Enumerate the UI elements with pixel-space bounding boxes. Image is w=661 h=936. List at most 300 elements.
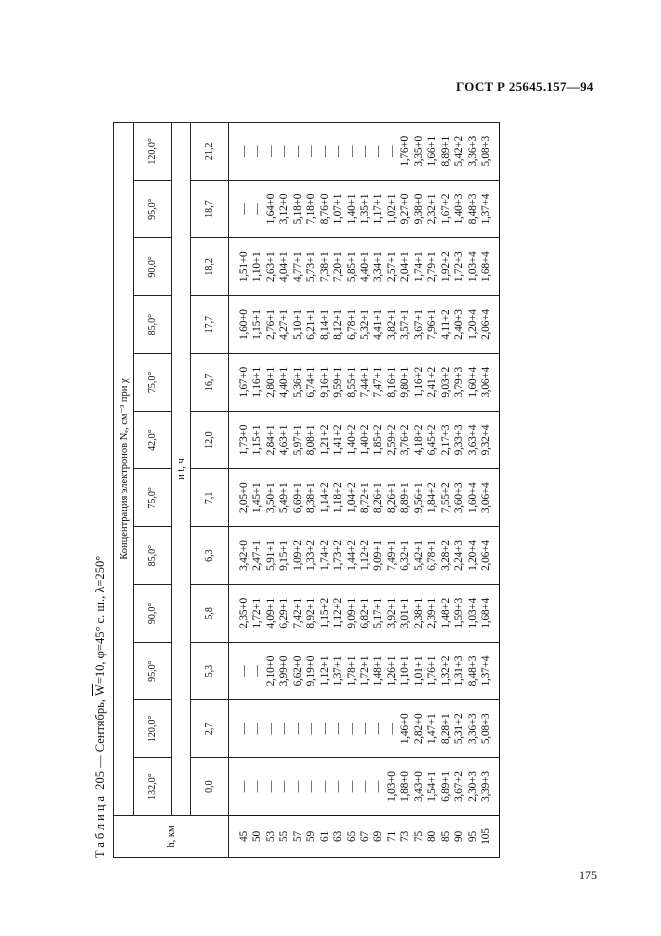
concentration-cell: — <box>278 123 291 181</box>
concentration-cell: 1,18+2 <box>331 469 344 527</box>
chi-header: 85,0° <box>134 296 172 354</box>
concentration-cell: 2,80+1 <box>264 354 277 412</box>
concentration-cell: 1,60+0 <box>229 296 251 354</box>
table-title-params: =10, φ=45° с. ш., λ=250° <box>93 555 107 685</box>
concentration-cell: 2,10+0 <box>264 642 277 700</box>
concentration-cell: — <box>251 758 264 816</box>
concentration-cell: 7,42+1 <box>291 585 304 643</box>
concentration-cell: — <box>318 758 331 816</box>
concentration-cell: 6,89+1 <box>439 758 452 816</box>
concentration-cell: 1,74+2 <box>318 527 331 585</box>
concentration-cell: — <box>304 758 317 816</box>
t-header: и t, ч <box>172 123 191 816</box>
concentration-cell: 8,89+1 <box>439 123 452 181</box>
concentration-cell: 7,18+0 <box>304 180 317 238</box>
concentration-cell: 1,44+2 <box>345 527 358 585</box>
concentration-cell: 6,69+1 <box>291 469 304 527</box>
concentration-cell: 8,89+1 <box>399 469 412 527</box>
concentration-cell: 1,17+1 <box>372 180 385 238</box>
chi-header: 42,0° <box>134 411 172 469</box>
table-row <box>278 123 291 858</box>
concentration-cell: 5,08+3 <box>479 700 499 758</box>
concentration-cell: 5,73+1 <box>304 238 317 296</box>
table-row <box>291 123 304 858</box>
concentration-cell: 5,36+1 <box>291 354 304 412</box>
concentration-cell: 5,10+1 <box>291 296 304 354</box>
concentration-cell: 4,40+1 <box>358 238 371 296</box>
concentration-cell: 5,42+1 <box>412 527 425 585</box>
concentration-cell: 4,18+2 <box>412 411 425 469</box>
concentration-cell: 1,78+1 <box>345 642 358 700</box>
concentration-cell: 7,20+1 <box>331 238 344 296</box>
concentration-cell: — <box>345 700 358 758</box>
chi-header: 75,0° <box>134 354 172 412</box>
concentration-cell: 2,84+1 <box>264 411 277 469</box>
concentration-cell: 8,55+1 <box>345 354 358 412</box>
t-value-header: 18,7 <box>191 180 229 238</box>
concentration-cell: 2,04+1 <box>399 238 412 296</box>
concentration-cell: 1,26+1 <box>385 642 398 700</box>
concentration-cell: 1,72+1 <box>358 642 371 700</box>
concentration-cell: 6,32+1 <box>399 527 412 585</box>
concentration-cell: 2,40+3 <box>452 296 465 354</box>
altitude-cell: 95 <box>466 816 479 858</box>
chi-header: 120,0° <box>134 123 172 181</box>
concentration-cell: 3,82+1 <box>385 296 398 354</box>
concentration-cell: 1,03+4 <box>466 585 479 643</box>
concentration-cell: 1,15+1 <box>251 296 264 354</box>
concentration-cell: 1,31+3 <box>452 642 465 700</box>
concentration-cell: 1,68+4 <box>479 585 499 643</box>
concentration-cell: 2,05+0 <box>229 469 251 527</box>
table-title <box>91 122 113 858</box>
concentration-cell: — <box>291 758 304 816</box>
t-value-header: 7,1 <box>191 469 229 527</box>
t-value-header: 18,2 <box>191 238 229 296</box>
concentration-cell: 1,60+4 <box>466 354 479 412</box>
concentration-cell: — <box>251 700 264 758</box>
table-row <box>385 123 398 858</box>
chi-header: 95,0° <box>134 180 172 238</box>
altitude-cell: 53 <box>264 816 277 858</box>
concentration-cell: 1,84+2 <box>426 469 439 527</box>
concentration-cell: 4,11+2 <box>439 296 452 354</box>
concentration-cell: 1,04+2 <box>345 469 358 527</box>
concentration-cell: 2,39+1 <box>426 585 439 643</box>
concentration-cell: — <box>264 758 277 816</box>
concentration-cell: 5,85+1 <box>345 238 358 296</box>
concentration-cell: 1,72+3 <box>452 238 465 296</box>
concentration-cell: — <box>318 123 331 181</box>
t-value-header: 12,0 <box>191 411 229 469</box>
concentration-cell: — <box>304 123 317 181</box>
concentration-cell: 6,29+1 <box>278 585 291 643</box>
concentration-cell: 6,78+1 <box>426 527 439 585</box>
concentration-cell: 1,40+2 <box>358 411 371 469</box>
concentration-cell: 2,63+1 <box>264 238 277 296</box>
concentration-cell: 1,12+1 <box>318 642 331 700</box>
concentration-cell: 1,37+4 <box>479 642 499 700</box>
electron-concentration-table <box>113 122 500 858</box>
concentration-cell: 3,43+0 <box>412 758 425 816</box>
concentration-cell: 1,72+1 <box>251 585 264 643</box>
t-value-header: 6,3 <box>191 527 229 585</box>
concentration-cell: 6,45+2 <box>426 411 439 469</box>
table-title-month: — Сентябрь, <box>93 695 107 772</box>
t-value-header: 0,0 <box>191 758 229 816</box>
concentration-cell: 1,16+1 <box>251 354 264 412</box>
concentration-cell: 1,12+2 <box>331 585 344 643</box>
concentration-cell: 8,08+1 <box>304 411 317 469</box>
concentration-cell: 2,82+0 <box>412 700 425 758</box>
concentration-cell: 5,18+0 <box>291 180 304 238</box>
concentration-cell: 4,40+1 <box>278 354 291 412</box>
altitude-cell: 61 <box>318 816 331 858</box>
concentration-cell: 5,32+1 <box>358 296 371 354</box>
concentration-cell: 3,60+3 <box>452 469 465 527</box>
t-value-header: 5,3 <box>191 642 229 700</box>
concentration-cell: 2,30+3 <box>466 758 479 816</box>
concentration-cell: 2,32+1 <box>426 180 439 238</box>
concentration-cell: 5,42+2 <box>452 123 465 181</box>
concentration-cell: 5,17+1 <box>372 585 385 643</box>
table-number: 205 <box>93 771 107 790</box>
concentration-cell: 2,57+1 <box>385 238 398 296</box>
concentration-cell: 1,54+1 <box>426 758 439 816</box>
concentration-cell: 8,48+3 <box>466 642 479 700</box>
concentration-cell: 8,26+1 <box>385 469 398 527</box>
table-row <box>331 123 344 858</box>
concentration-cell: 1,41+2 <box>331 411 344 469</box>
table-row <box>452 123 465 858</box>
table-row <box>304 123 317 858</box>
altitude-cell: 67 <box>358 816 371 858</box>
concentration-cell: 6,78+1 <box>345 296 358 354</box>
table-row <box>399 123 412 858</box>
concentration-cell: 3,79+3 <box>452 354 465 412</box>
concentration-cell: 9,38+0 <box>412 180 425 238</box>
concentration-cell: 1,85+2 <box>372 411 385 469</box>
concentration-cell: 9,09+1 <box>372 527 385 585</box>
chi-header: 90,0° <box>134 238 172 296</box>
concentration-cell: 1,68+4 <box>479 238 499 296</box>
concentration-cell: — <box>291 700 304 758</box>
table-row <box>318 123 331 858</box>
concentration-cell: 1,51+0 <box>229 238 251 296</box>
altitude-cell: 45 <box>229 816 251 858</box>
chi-header: 85,0° <box>134 527 172 585</box>
concentration-cell: 1,37+1 <box>331 642 344 700</box>
altitude-cell: 73 <box>399 816 412 858</box>
concentration-cell: — <box>229 700 251 758</box>
concentration-cell: — <box>345 123 358 181</box>
concentration-cell: 1,35+1 <box>358 180 371 238</box>
concentration-cell: 1,48+1 <box>372 642 385 700</box>
concentration-cell: 8,12+1 <box>331 296 344 354</box>
altitude-cell: 90 <box>452 816 465 858</box>
concentration-cell: — <box>345 758 358 816</box>
table-row <box>466 123 479 858</box>
concentration-cell: 6,62+0 <box>291 642 304 700</box>
concentration-cell: — <box>318 700 331 758</box>
concentration-cell: 1,73+2 <box>331 527 344 585</box>
concentration-cell: 1,12+2 <box>358 527 371 585</box>
table-row <box>229 123 251 858</box>
concentration-cell: 1,74+1 <box>412 238 425 296</box>
concentration-cell: 7,49+1 <box>385 527 398 585</box>
altitude-cell: 71 <box>385 816 398 858</box>
concentration-cell: 1,33+2 <box>304 527 317 585</box>
concentration-cell: 1,47+1 <box>426 700 439 758</box>
concentration-cell: — <box>278 758 291 816</box>
concentration-cell: 2,35+0 <box>229 585 251 643</box>
concentration-cell: 1,64+0 <box>264 180 277 238</box>
concentration-cell: 1,20+4 <box>466 296 479 354</box>
concentration-cell: 1,10+1 <box>399 642 412 700</box>
concentration-cell: 1,16+2 <box>412 354 425 412</box>
concentration-cell: — <box>358 700 371 758</box>
concentration-cell: 3,42+0 <box>229 527 251 585</box>
concentration-cell: — <box>251 642 264 700</box>
concentration-cell: — <box>291 123 304 181</box>
concentration-cell: — <box>372 700 385 758</box>
concentration-cell: 1,88+0 <box>399 758 412 816</box>
concentration-cell: 1,02+1 <box>385 180 398 238</box>
chi-header: 95,0° <box>134 642 172 700</box>
concentration-cell: — <box>264 700 277 758</box>
concentration-cell: 1,21+2 <box>318 411 331 469</box>
concentration-cell: 1,40+2 <box>345 411 358 469</box>
concentration-cell: — <box>264 123 277 181</box>
concentration-cell: 3,34+1 <box>372 238 385 296</box>
concentration-cell: 4,41+1 <box>372 296 385 354</box>
concentration-cell: — <box>229 180 251 238</box>
concentration-cell: 8,48+3 <box>466 180 479 238</box>
concentration-cell: 1,66+1 <box>426 123 439 181</box>
concentration-cell: 6,21+1 <box>304 296 317 354</box>
altitude-cell: 59 <box>304 816 317 858</box>
concentration-cell: 3,57+1 <box>399 296 412 354</box>
table-title-w-symbol: $\overline{W}$ <box>93 684 107 696</box>
header-row-t-label <box>172 123 191 858</box>
concentration-cell: 3,92+1 <box>385 585 398 643</box>
concentration-cell: 2,06+4 <box>479 296 499 354</box>
concentration-cell: 3,67+1 <box>412 296 425 354</box>
t-value-header: 5,8 <box>191 585 229 643</box>
concentration-cell: 9,15+1 <box>278 527 291 585</box>
header-row-group <box>114 123 134 858</box>
concentration-cell: 7,38+1 <box>318 238 331 296</box>
concentration-cell: 1,73+0 <box>229 411 251 469</box>
concentration-cell: 1,10+1 <box>251 238 264 296</box>
concentration-cell: 3,39+3 <box>479 758 499 816</box>
table-row <box>358 123 371 858</box>
concentration-cell: — <box>229 123 251 181</box>
altitude-cell: 65 <box>345 816 358 858</box>
concentration-cell: — <box>372 123 385 181</box>
concentration-cell: 5,08+3 <box>479 123 499 181</box>
group-header: Концентрация электронов Nₑ, см⁻³ при χ <box>114 123 134 816</box>
page-number: 175 <box>579 868 597 882</box>
concentration-cell: 1,45+1 <box>251 469 264 527</box>
table-row <box>412 123 425 858</box>
concentration-cell: 6,82+1 <box>358 585 371 643</box>
concentration-cell: 1,40+1 <box>345 180 358 238</box>
altitude-cell: 80 <box>426 816 439 858</box>
concentration-cell: 1,67+2 <box>439 180 452 238</box>
concentration-cell: 8,92+1 <box>304 585 317 643</box>
concentration-cell: — <box>358 123 371 181</box>
concentration-cell: 1,07+1 <box>331 180 344 238</box>
concentration-cell: 9,16+1 <box>318 354 331 412</box>
concentration-cell: 9,03+2 <box>439 354 452 412</box>
concentration-cell: — <box>229 758 251 816</box>
concentration-cell: 9,59+1 <box>331 354 344 412</box>
altitude-cell: 50 <box>251 816 264 858</box>
concentration-cell: 1,20+4 <box>466 527 479 585</box>
concentration-cell: 3,01+1 <box>399 585 412 643</box>
t-value-header: 16,7 <box>191 354 229 412</box>
concentration-cell: 1,14+2 <box>318 469 331 527</box>
concentration-cell: — <box>358 758 371 816</box>
h-column-header: h, км <box>114 816 229 858</box>
concentration-cell: 3,50+1 <box>264 469 277 527</box>
concentration-cell: 8,28+1 <box>439 700 452 758</box>
table-row <box>439 123 452 858</box>
concentration-cell: — <box>331 700 344 758</box>
table-row <box>345 123 358 858</box>
concentration-cell: 1,76+0 <box>399 123 412 181</box>
concentration-cell: 4,63+1 <box>278 411 291 469</box>
table-row <box>264 123 277 858</box>
concentration-cell: 1,37+4 <box>479 180 499 238</box>
concentration-cell: 9,56+1 <box>412 469 425 527</box>
concentration-cell: — <box>278 700 291 758</box>
header-row-t <box>191 123 229 858</box>
concentration-cell: — <box>251 180 264 238</box>
concentration-cell: 3,12+0 <box>278 180 291 238</box>
concentration-cell: 3,76+2 <box>399 411 412 469</box>
concentration-cell: 1,40+3 <box>452 180 465 238</box>
concentration-cell: 7,55+2 <box>439 469 452 527</box>
document-standard-id: ГОСТ Р 25645.157—94 <box>456 79 594 94</box>
concentration-cell: 7,47+1 <box>372 354 385 412</box>
chi-header: 75,0° <box>134 469 172 527</box>
concentration-cell: 1,92+2 <box>439 238 452 296</box>
altitude-cell: 63 <box>331 816 344 858</box>
altitude-cell: 75 <box>412 816 425 858</box>
concentration-cell: 9,19+0 <box>304 642 317 700</box>
concentration-cell: 1,48+2 <box>439 585 452 643</box>
concentration-cell: 4,04+1 <box>278 238 291 296</box>
concentration-cell: 2,06+4 <box>479 527 499 585</box>
concentration-cell: 2,76+1 <box>264 296 277 354</box>
concentration-cell: 3,99+0 <box>278 642 291 700</box>
chi-header: 90,0° <box>134 585 172 643</box>
concentration-cell: 8,16+1 <box>385 354 398 412</box>
concentration-cell: 2,38+1 <box>412 585 425 643</box>
concentration-cell: 1,59+3 <box>452 585 465 643</box>
concentration-cell: 2,47+1 <box>251 527 264 585</box>
concentration-cell: 8,76+0 <box>318 180 331 238</box>
concentration-cell: 2,59+2 <box>385 411 398 469</box>
concentration-cell: 3,06+4 <box>479 469 499 527</box>
concentration-cell: 1,03+0 <box>385 758 398 816</box>
concentration-cell: 2,24+3 <box>452 527 465 585</box>
header-row-chi <box>134 123 172 858</box>
concentration-cell: — <box>385 123 398 181</box>
table-row <box>426 123 439 858</box>
altitude-cell: 85 <box>439 816 452 858</box>
concentration-cell: 8,72+1 <box>358 469 371 527</box>
concentration-cell: 4,09+1 <box>264 585 277 643</box>
concentration-cell: 1,67+0 <box>229 354 251 412</box>
altitude-cell: 105 <box>479 816 499 858</box>
concentration-cell: 2,41+2 <box>426 354 439 412</box>
chi-header: 120,0° <box>134 700 172 758</box>
concentration-cell: 3,36+3 <box>466 123 479 181</box>
concentration-cell: 3,06+4 <box>479 354 499 412</box>
table-row <box>479 123 499 858</box>
table-row <box>251 123 264 858</box>
t-value-header: 17,7 <box>191 296 229 354</box>
t-value-header: 21,2 <box>191 123 229 181</box>
concentration-cell: 9,32+4 <box>479 411 499 469</box>
concentration-cell: 9,33+3 <box>452 411 465 469</box>
rotated-table-block <box>91 122 500 858</box>
concentration-cell: 3,28+2 <box>439 527 452 585</box>
concentration-cell: 9,09+1 <box>345 585 358 643</box>
concentration-cell: 4,77+1 <box>291 238 304 296</box>
concentration-cell: 7,96+1 <box>426 296 439 354</box>
concentration-cell: 1,15+1 <box>251 411 264 469</box>
concentration-cell: 2,79+1 <box>426 238 439 296</box>
concentration-cell: — <box>304 700 317 758</box>
concentration-cell: 3,35+0 <box>412 123 425 181</box>
concentration-cell: — <box>385 700 398 758</box>
altitude-cell: 57 <box>291 816 304 858</box>
concentration-cell: 9,27+0 <box>399 180 412 238</box>
concentration-cell: 5,31+2 <box>452 700 465 758</box>
concentration-cell: 1,76+1 <box>426 642 439 700</box>
concentration-cell: 4,27+1 <box>278 296 291 354</box>
altitude-cell: 55 <box>278 816 291 858</box>
concentration-cell: — <box>251 123 264 181</box>
concentration-cell: 1,03+4 <box>466 238 479 296</box>
concentration-cell: 1,60+4 <box>466 469 479 527</box>
concentration-cell: 1,09+2 <box>291 527 304 585</box>
concentration-cell: 7,44+1 <box>358 354 371 412</box>
concentration-cell: 3,36+3 <box>466 700 479 758</box>
concentration-cell: 8,14+1 <box>318 296 331 354</box>
concentration-cell: 1,46+0 <box>399 700 412 758</box>
concentration-cell: 5,91+1 <box>264 527 277 585</box>
altitude-cell: 69 <box>372 816 385 858</box>
concentration-cell: 1,01+1 <box>412 642 425 700</box>
table-row <box>372 123 385 858</box>
t-value-header: 2,7 <box>191 700 229 758</box>
concentration-cell: 8,26+1 <box>372 469 385 527</box>
concentration-cell: — <box>372 758 385 816</box>
chi-header: 132,0° <box>134 758 172 816</box>
concentration-cell: — <box>331 123 344 181</box>
concentration-cell: 5,97+1 <box>291 411 304 469</box>
concentration-cell: 3,63+4 <box>466 411 479 469</box>
concentration-cell: 1,32+2 <box>439 642 452 700</box>
concentration-cell: 8,38+1 <box>304 469 317 527</box>
concentration-cell: 6,74+1 <box>304 354 317 412</box>
concentration-cell: — <box>229 642 251 700</box>
